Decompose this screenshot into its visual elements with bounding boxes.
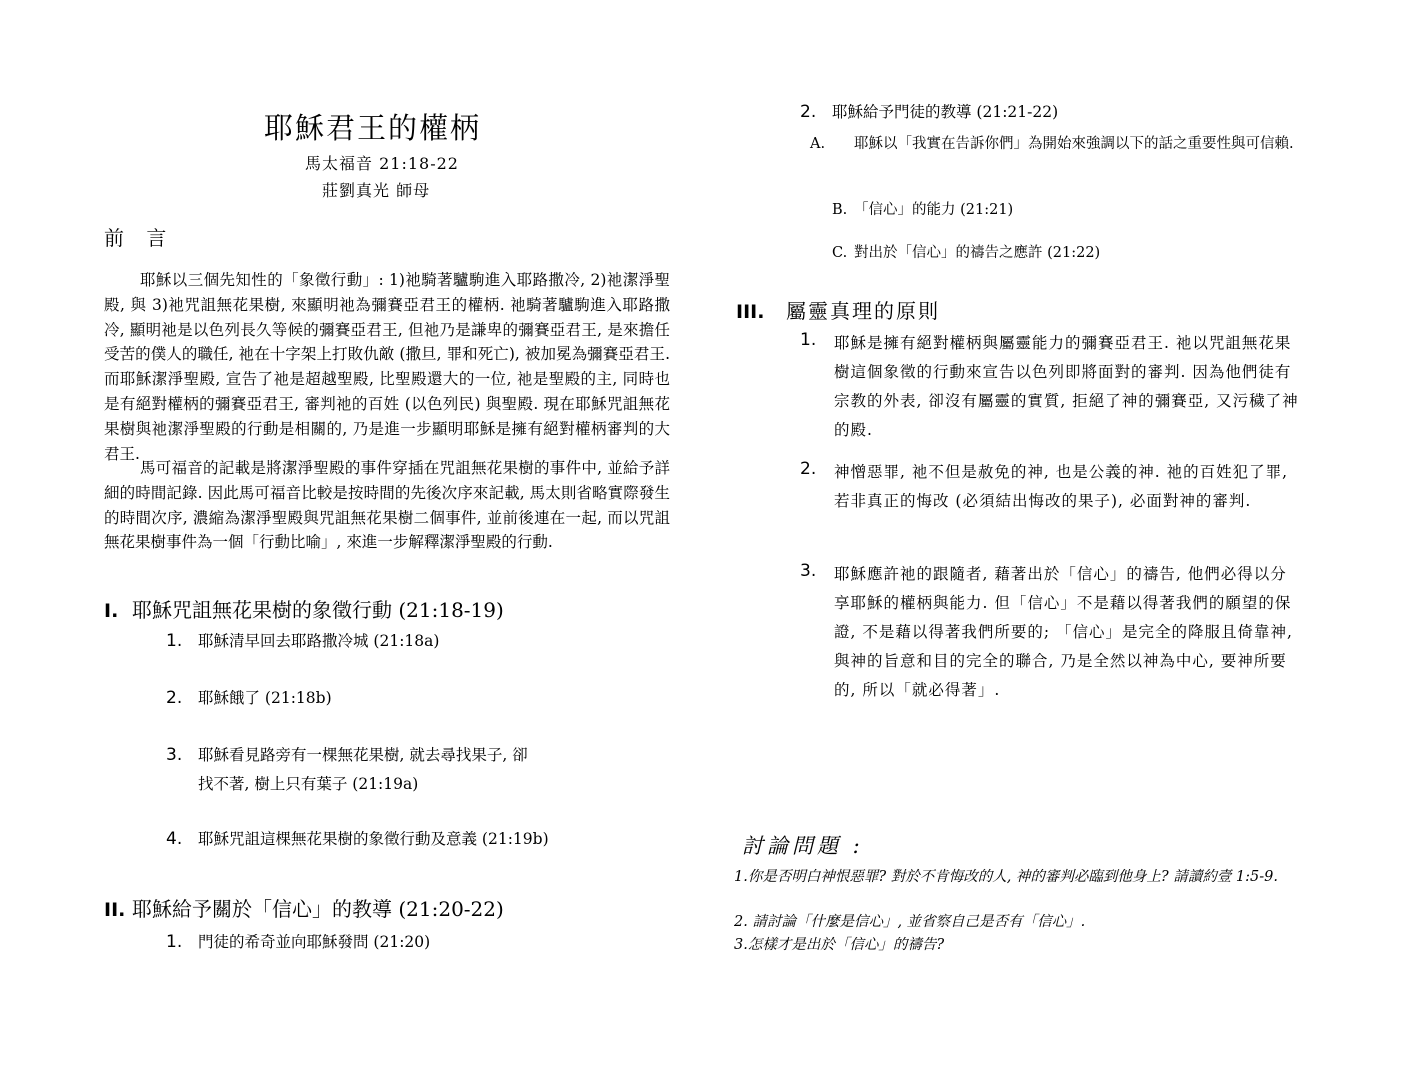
section-1-number: I. [104, 600, 119, 622]
section-1-item-3 [166, 741, 528, 799]
principle-3 [800, 560, 1302, 705]
item-text: 耶穌咒詛這棵無花果樹的象徵行動及意義 (21:19b) [198, 830, 549, 848]
section-2-number: II. [104, 899, 126, 921]
item-text: 耶穌清早回去耶路撒冷城 (21:18a) [198, 632, 440, 650]
principle-2 [800, 458, 1302, 516]
author: 莊劉真光 師母 [322, 181, 431, 200]
section-1-item-4 [166, 825, 549, 854]
principle-text: 神憎惡罪, 祂不但是赦免的神, 也是公義的神. 祂的百姓犯了罪, 若非真正的悔改 (必須結出悔改的果子), 必面對神的審判. [834, 463, 1288, 510]
sub-item-text: 對出於「信心」的禱告之應許 (21:22) [854, 245, 1101, 261]
section-1-heading [104, 594, 504, 623]
discussion-question-2: 2. 請討論「什麼是信心」, 並省察自己是否有「信心」. [734, 914, 1086, 930]
sub-item-letter: C. [832, 245, 848, 261]
item-number: 1. [166, 631, 183, 651]
sub-item-c [832, 242, 1100, 264]
discussion-heading: 討論問題 : [742, 834, 864, 858]
section-3-number: III. [736, 301, 765, 323]
discussion-question-3: 3.怎樣才是出於「信心」的禱告? [734, 937, 945, 953]
sub-item-b [832, 199, 1013, 221]
page-title: 耶穌君王的權柄 [264, 111, 482, 145]
item-number: 3. [166, 745, 183, 765]
section-1-title: 耶穌咒詛無花果樹的象徵行動 (21:18-19) [132, 598, 504, 622]
principle-number: 2. [800, 459, 817, 479]
item-number: 1. [166, 932, 183, 952]
principle-number: 3. [800, 561, 817, 581]
section-2-title: 耶穌給予關於「信心」的教導 (21:20-22) [132, 897, 504, 921]
item-text-line-1: 耶穌看見路旁有一棵無花果樹, 就去尋找果子, 卻 [198, 746, 528, 764]
sub-item-letter: B. [832, 202, 848, 218]
item-number: 2. [800, 102, 817, 122]
intro-paragraph-1: 耶穌以三個先知性的「象徵行動」: 1)祂騎著驢駒進入耶路撒冷, 2)祂潔淨聖殿, 與 3)祂咒詛無花果樹, 來顯明祂為彌賽亞君王的權柄. 祂騎著驢駒進入耶路撒冷, 顯明祂是以色列長久等候的彌賽亞君王, 但祂乃是謙卑的彌賽亞君王, 是來擔任受苦的僕人的職任, 祂在十字架上打敗仇敵 (撒旦, 罪和死亡), 被加冕為彌賽亞君王. 而耶穌潔淨聖殿, 宣告了祂是超越聖殿, 比聖殿還大的一位, 祂是聖殿的主, 同時也是有絕對權柄的彌賽亞君王, 審判祂的百姓 (以色列民) 與聖殿. 現在耶穌咒詛無花果樹與祂潔淨聖殿的行動是相關的, 乃是進一步顯明耶穌是擁有絕對權柄審判的大君王. [104, 271, 670, 463]
principle-number: 1. [800, 330, 817, 350]
intro-paragraph-2: 馬可福音的記載是將潔淨聖殿的事件穿插在咒詛無花果樹的事件中, 並給予詳細的時間記錄. 因此馬可福音比較是按時間的先後次序來記載, 馬太則省略實際發生的時間次序, 濃縮為潔淨聖殿與咒詛無花果樹二個事件, 並前後連在一起, 而以咒詛無花果樹事件為一個「行動比喻」, 來進一步解釋潔淨聖殿的行動. [104, 459, 670, 552]
item-text: 門徒的希奇並向耶穌發問 (21:20) [198, 933, 431, 951]
sub-item-letter: A. [810, 136, 826, 152]
principle-text: 耶穌應許祂的跟隨者, 藉著出於「信心」的禱告, 他們必得以分享耶穌的權柄與能力. 但「信心」不是藉以得著我們的願望的保證, 不是藉以得著我們所要的; 「信心」是完全的降服且倚靠神, 與神的旨意和目的完全的聯合, 乃是全然以神為中心, 要神所要的, 所以「就必得著」. [834, 565, 1293, 699]
section-3-heading [736, 295, 940, 324]
principle-text: 耶穌是擁有絕對權柄與屬靈能力的彌賽亞君王. 祂以咒詛無花果樹這個象徵的行動來宣告以色列即將面對的審判. 因為他們徒有宗教的外表, 卻沒有屬靈的實質, 拒絕了神的彌賽亞, 又污穢了神的殿. [834, 334, 1299, 439]
section-2-item-1 [166, 928, 430, 957]
item-number: 4. [166, 829, 183, 849]
principle-1 [800, 329, 1302, 445]
section-2-heading [104, 893, 504, 922]
intro-heading: 前 言 [104, 226, 175, 250]
item-number: 2. [166, 688, 183, 708]
section-1-item-2 [166, 684, 332, 713]
item-text-line-2: 找不著, 樹上只有葉子 (21:19a) [198, 775, 419, 793]
section-2-item-2 [800, 98, 1058, 127]
discussion-question-1 [734, 866, 1300, 888]
section-3-title: 屬靈真理的原則 [786, 299, 940, 323]
scripture-reference: 馬太福音 21:18-22 [305, 154, 459, 173]
question-text: 1.你是否明白神恨惡罪? 對於不肯悔改的人, 神的審判必臨到他身上? 請讀約壹 1:5-9. [734, 869, 1278, 885]
section-1-item-1 [166, 627, 439, 656]
item-text: 耶穌給予門徒的教導 (21:21-22) [832, 103, 1059, 121]
item-text: 耶穌餓了 (21:18b) [198, 689, 332, 707]
sub-item-text: 耶穌以「我實在告訴你們」為開始來強調以下的話之重要性與可信賴. [854, 136, 1294, 152]
sub-item-text: 「信心」的能力 (21:21) [854, 202, 1014, 218]
sub-item-a [810, 133, 1328, 155]
